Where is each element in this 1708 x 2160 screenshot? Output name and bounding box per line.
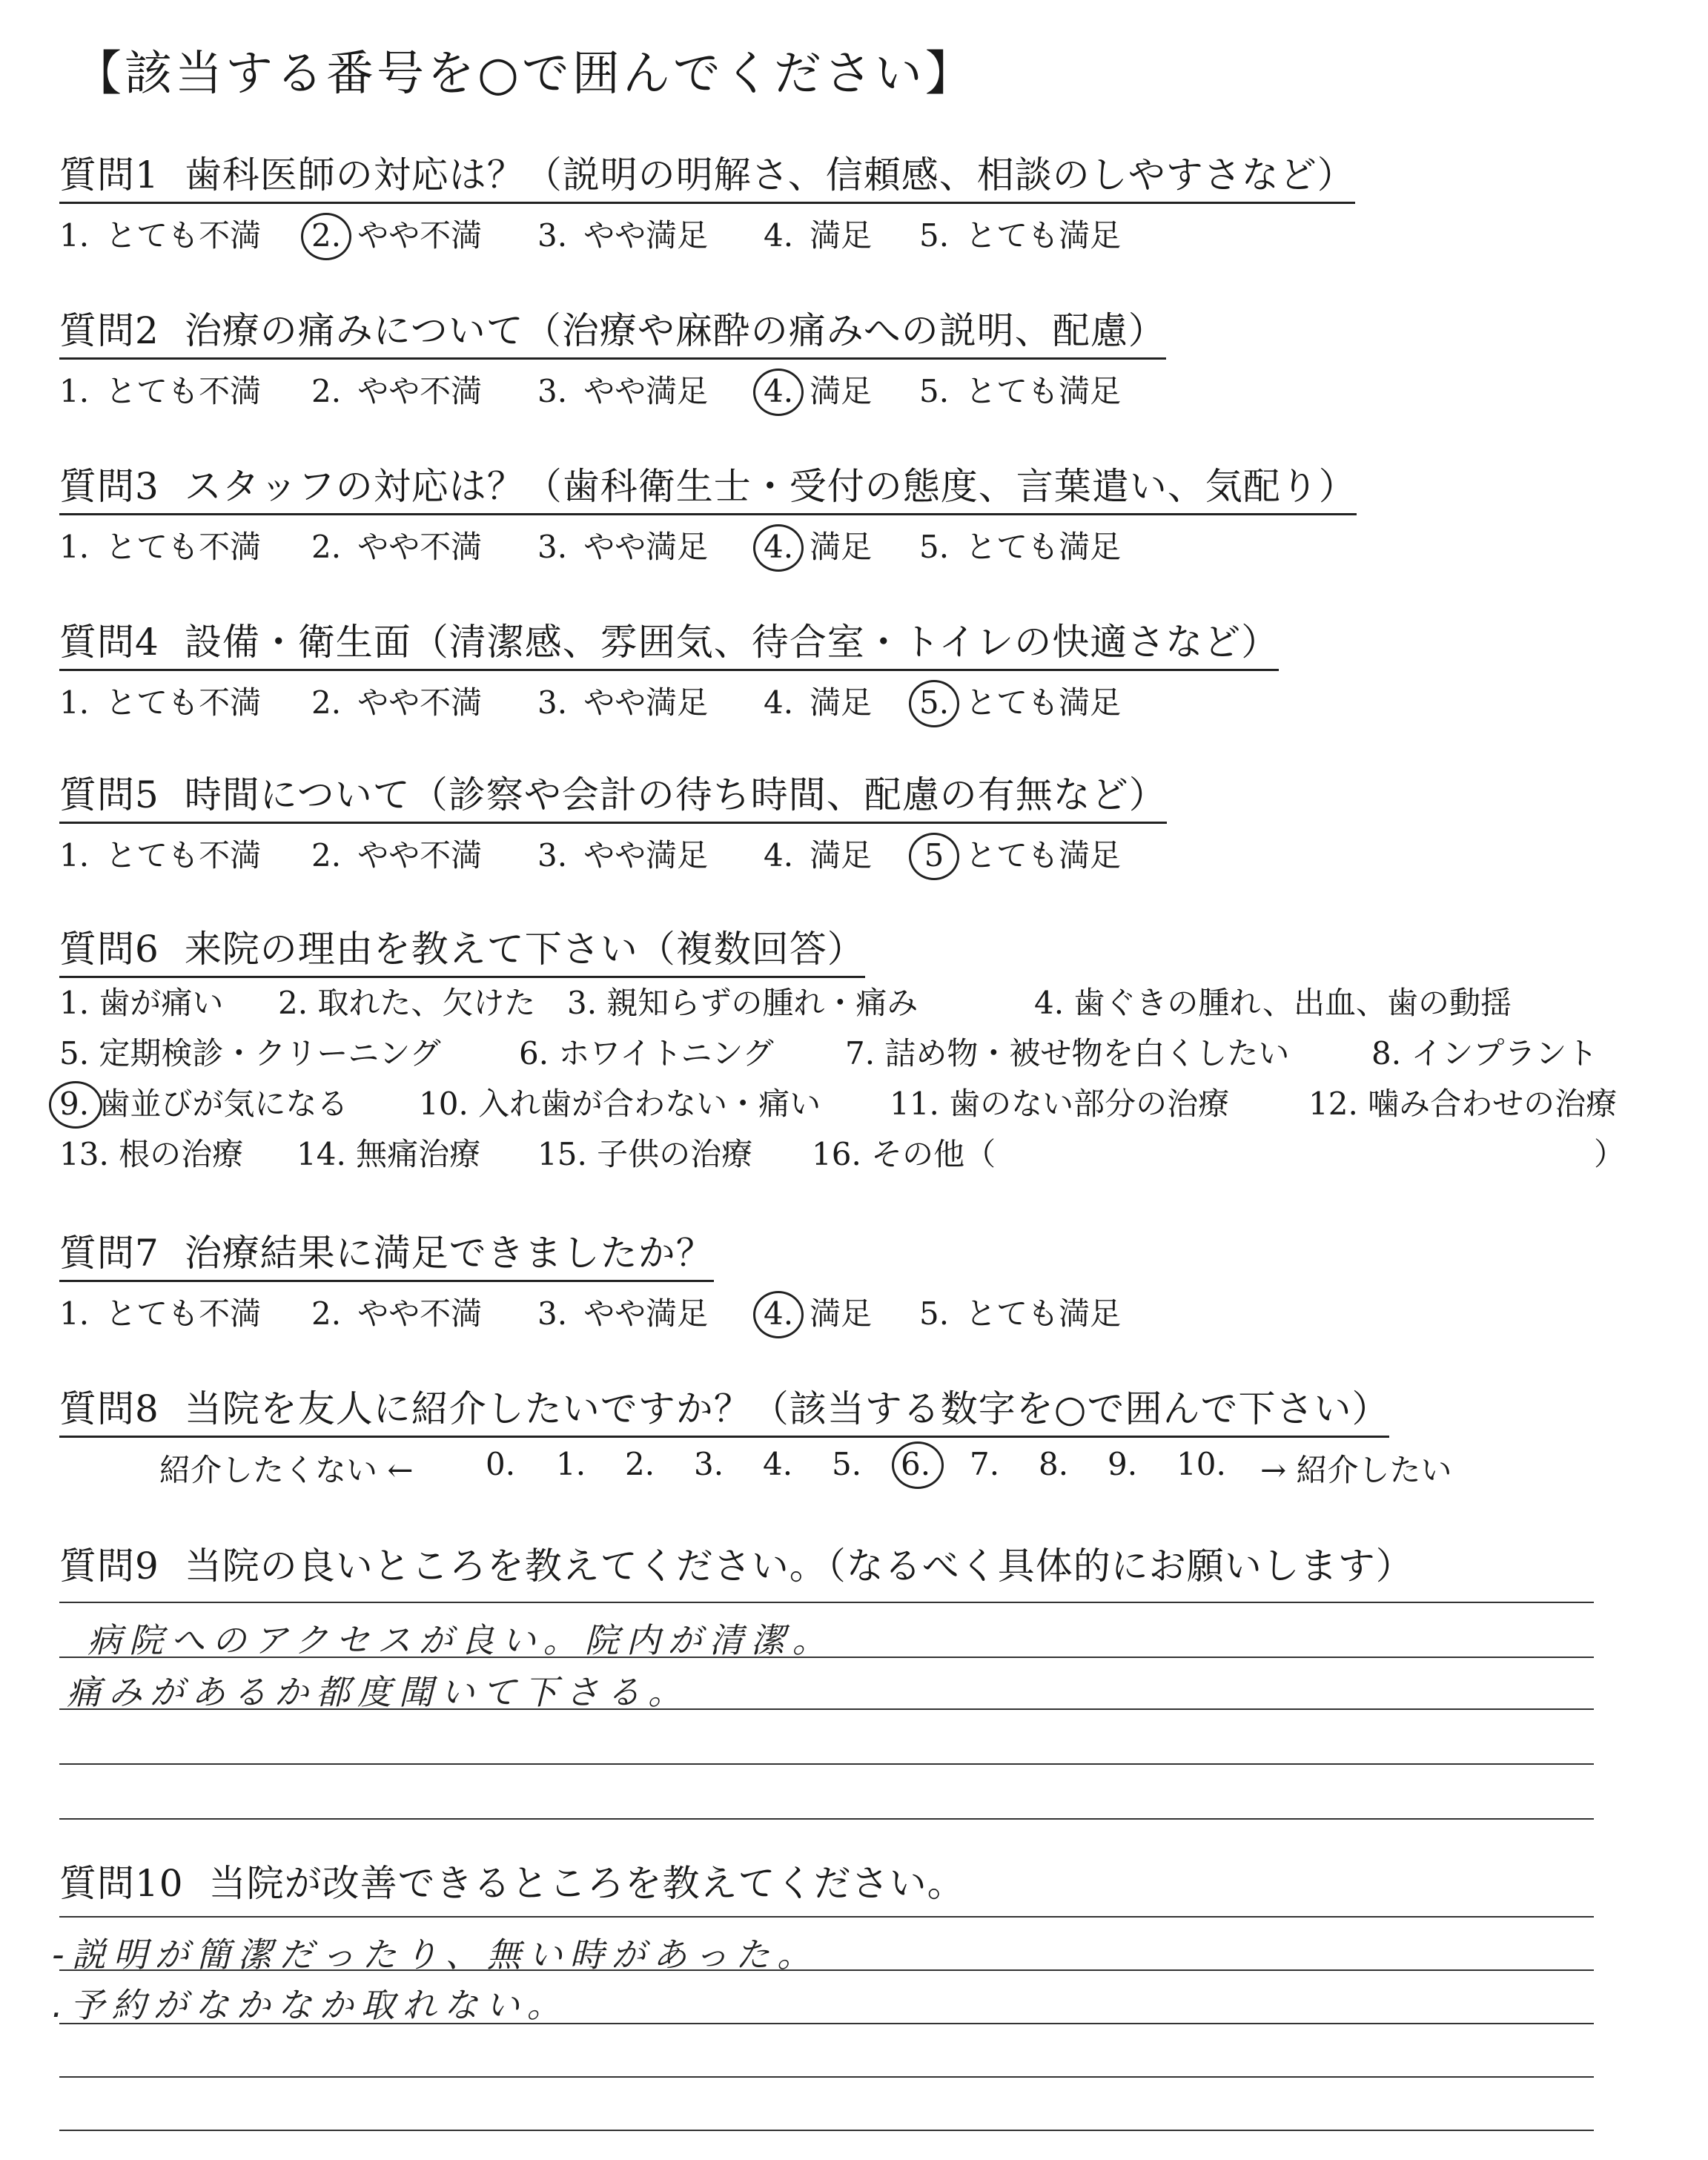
question-2-heading [59, 301, 1166, 360]
question-3-heading [59, 457, 1357, 515]
question-1-heading [59, 145, 1355, 204]
reason-14[interactable]: 14. 無痛治療 [297, 1136, 481, 1172]
answer-line [59, 2023, 1594, 2024]
improve-answer-line-1[interactable]: -説明が簡潔だったり、無い時があった。 [52, 1935, 819, 1975]
selected-circle: 5 [919, 837, 949, 873]
selected-circle: 6. [901, 1446, 931, 1482]
option-1[interactable]: 1. とても不満 [59, 217, 262, 254]
question-number: 質問8 [59, 1387, 159, 1430]
score-6[interactable] [901, 1446, 930, 1482]
reason-11[interactable]: 11. 歯のない部分の治療 [890, 1086, 1230, 1122]
score-5[interactable]: 5. [832, 1446, 862, 1482]
question-text: 設備・衛生面（清潔感、雰囲気、待合室・トイレの快適さなど） [184, 621, 1280, 664]
option-4[interactable]: 4. 満足 [764, 837, 873, 873]
rating-options [59, 831, 1167, 879]
question-number: 質問9 [59, 1545, 159, 1588]
option-2[interactable]: 2. やや不満 [311, 373, 483, 409]
recommend-right-label: → 紹介したい [1260, 1452, 1452, 1488]
score-9[interactable]: 9. [1108, 1446, 1138, 1482]
option-5[interactable]: 5. とても満足 [919, 217, 1122, 254]
option-5[interactable]: 5. とても満足 [919, 373, 1122, 409]
score-7[interactable]: 7. [970, 1446, 1000, 1482]
question-number: 質問10 [59, 1862, 184, 1905]
reason-15[interactable]: 15. 子供の治療 [537, 1136, 753, 1172]
question-8 [59, 1379, 1389, 1438]
option-3[interactable]: 3. やや満足 [537, 684, 709, 721]
option-5[interactable]: 5. とても満足 [919, 1295, 1122, 1332]
score-2[interactable]: 2. [625, 1446, 655, 1482]
score-1[interactable]: 1. [556, 1446, 586, 1482]
question-text: 当院が改善できるところを教えてください。 [208, 1862, 965, 1905]
reason-13[interactable]: 13. 根の治療 [59, 1136, 244, 1172]
option-3[interactable]: 3. やや満足 [537, 837, 709, 873]
option-3[interactable]: 3. やや満足 [537, 217, 709, 254]
option-3[interactable]: 3. やや満足 [537, 529, 709, 565]
question-10-heading [59, 1854, 965, 1910]
answer-line [59, 1916, 1594, 1918]
answer-line [59, 2076, 1594, 2078]
question-4 [59, 612, 1279, 726]
answer-line [59, 1708, 1594, 1710]
answer-line [59, 1969, 1594, 1971]
selected-circle: 9. [59, 1086, 90, 1122]
rating-options [59, 523, 1357, 570]
reason-10[interactable]: 10. 入れ歯が合わない・痛い [419, 1086, 821, 1122]
selected-circle: 4. [764, 1295, 794, 1332]
option-1[interactable]: 1. とても不満 [59, 837, 262, 873]
question-number: 質問7 [59, 1232, 159, 1275]
question-3 [59, 457, 1357, 570]
option-1[interactable]: 1. とても不満 [59, 1295, 262, 1332]
reason-5[interactable]: 5. 定期検診・クリーニング [59, 1035, 441, 1071]
option-1[interactable]: 1. とても不満 [59, 684, 262, 721]
question-9-heading [59, 1536, 1414, 1593]
reason-2[interactable]: 2. 取れた、欠けた [278, 985, 536, 1021]
question-5 [59, 765, 1167, 879]
option-4[interactable]: 4. 満足 [764, 373, 873, 409]
answer-line [59, 1657, 1594, 1658]
option-2[interactable]: 2. やや不満 [311, 217, 483, 254]
question-text: 時間について（診察や会計の待ち時間、配慮の有無など） [184, 773, 1167, 816]
reason-8[interactable]: 8. インプラント [1371, 1035, 1598, 1071]
option-5[interactable]: 5. とても満足 [919, 529, 1122, 565]
question-8-heading [59, 1379, 1389, 1438]
answer-line [59, 1818, 1594, 1820]
selected-circle: 2. [311, 217, 342, 254]
option-1[interactable]: 1. とても不満 [59, 373, 262, 409]
score-3[interactable]: 3. [694, 1446, 724, 1482]
recommend-left-label: 紹介したくない ← [159, 1452, 414, 1488]
page-title: 【該当する番号を○で囲んでください】 [74, 47, 976, 102]
score-8[interactable]: 8. [1039, 1446, 1069, 1482]
question-number: 質問3 [59, 465, 159, 508]
question-1 [59, 145, 1355, 259]
option-2[interactable]: 2. やや不満 [311, 529, 483, 565]
reason-6[interactable]: 6. ホワイトニング [519, 1035, 774, 1071]
option-5[interactable]: 5. とても満足 [919, 684, 1122, 721]
question-number: 質問1 [59, 153, 159, 196]
reason-4[interactable]: 4. 歯ぐきの腫れ、出血、歯の動揺 [1034, 985, 1512, 1021]
question-7 [59, 1223, 1122, 1337]
question-10 [59, 1854, 965, 1910]
good-answer-line-2[interactable]: 痛みがあるか都度聞いて下さる。 [67, 1672, 689, 1712]
option-2[interactable]: 2. やや不満 [311, 837, 483, 873]
option-2[interactable]: 2. やや不満 [311, 684, 483, 721]
option-4[interactable]: 4. 満足 [764, 684, 873, 721]
question-5-heading [59, 765, 1167, 824]
answer-line [59, 2130, 1594, 2131]
question-9 [59, 1536, 1414, 1593]
rating-options [59, 678, 1279, 726]
selected-circle: 4. [764, 373, 794, 409]
reason-16[interactable]: 16. その他（ [812, 1136, 996, 1172]
rating-options [59, 1289, 1122, 1337]
reason-12[interactable]: 12. 噛み合わせの治療 [1308, 1086, 1618, 1122]
reason-9[interactable]: 9. 歯並びが気になる [59, 1086, 348, 1122]
option-4[interactable]: 4. 満足 [764, 217, 873, 254]
question-text: 治療結果に満足できましたか？ [184, 1232, 714, 1275]
question-4-heading [59, 612, 1279, 671]
question-text: 歯科医師の対応は？（説明の明解さ、信頼感、相談のしやすさなど） [184, 153, 1355, 196]
score-4[interactable]: 4. [763, 1446, 793, 1482]
reason-7[interactable]: 7. 詰め物・被せ物を白くしたい [845, 1035, 1290, 1071]
option-3[interactable]: 3. やや満足 [537, 1295, 709, 1332]
question-number: 質問2 [59, 309, 159, 352]
reason-1[interactable]: 1. 歯が痛い [59, 985, 224, 1021]
score-0[interactable]: 0. [486, 1446, 516, 1482]
answer-line [59, 1602, 1594, 1603]
option-1[interactable]: 1. とても不満 [59, 529, 262, 565]
improve-answer-line-2[interactable]: .予約がなかなか取れない。 [52, 1985, 569, 2025]
question-text: 来院の理由を教えて下さい（複数回答） [184, 928, 865, 971]
question-6 [59, 919, 865, 978]
option-2[interactable]: 2. やや不満 [311, 1295, 483, 1332]
question-7-heading [59, 1223, 714, 1282]
reason-3[interactable]: 3. 親知らずの腫れ・痛み [567, 985, 918, 1021]
good-answer-line-1[interactable]: 病院へのアクセスが良い。院内が清潔。 [87, 1620, 834, 1660]
option-4[interactable]: 4. 満足 [764, 529, 873, 565]
question-number: 質問5 [59, 773, 159, 816]
option-4[interactable]: 4. 満足 [764, 1295, 873, 1332]
question-text: 治療の痛みについて（治療や麻酔の痛みへの説明、配慮） [184, 309, 1166, 352]
question-6-heading [59, 919, 865, 978]
selected-circle: 5. [919, 684, 950, 721]
question-number: 質問6 [59, 928, 159, 971]
selected-circle: 4. [764, 529, 794, 565]
reason-16-close: ） [1594, 1136, 1626, 1172]
question-text: 当院の良いところを教えてください。（なるべく具体的にお願いします） [184, 1545, 1414, 1588]
option-5[interactable]: 5 とても満足 [919, 831, 1121, 876]
option-3[interactable]: 3. やや満足 [537, 373, 709, 409]
answer-line [59, 1763, 1594, 1765]
rating-options [59, 211, 1355, 259]
rating-options [59, 367, 1166, 415]
question-2 [59, 301, 1166, 415]
score-10[interactable]: 10. [1176, 1446, 1226, 1482]
question-text: 当院を友人に紹介したいですか？（該当する数字を○で囲んで下さい） [184, 1387, 1390, 1430]
question-text: スタッフの対応は？（歯科衛生士・受付の態度、言葉遣い、気配り） [184, 465, 1357, 508]
question-number: 質問4 [59, 621, 159, 664]
